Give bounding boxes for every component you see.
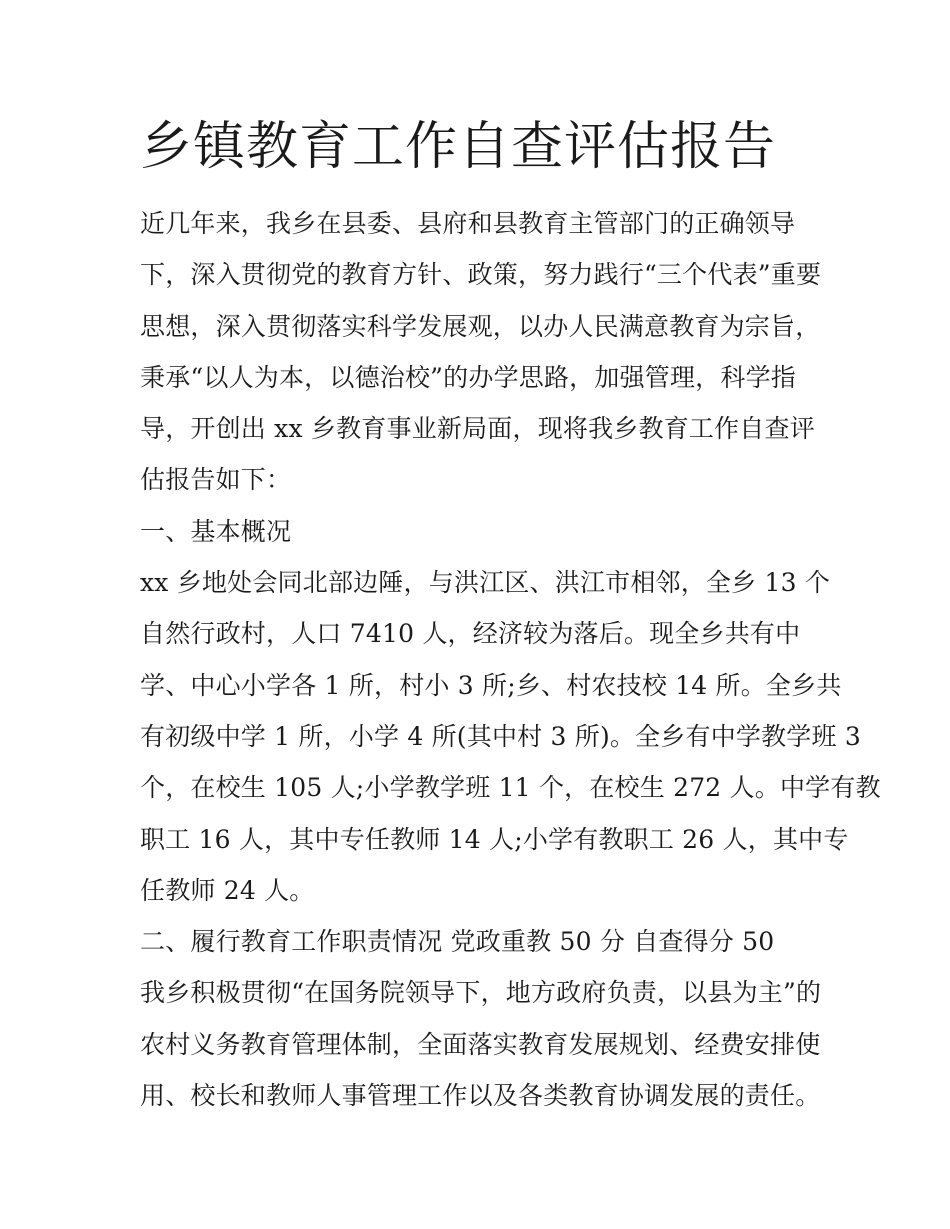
body-line-11: 有初级中学 1 所，小学 4 所(其中村 3 所)。全乡有中学教学班 3 — [140, 721, 861, 751]
body-line-14: 任教师 24 人。 — [140, 875, 315, 905]
body-line-5: 导，开创出 xx 乡教育事业新局面，现将我乡教育工作自查评 — [140, 414, 815, 444]
document-title: 乡镇教育工作自查评估报告 — [140, 117, 777, 177]
section-heading-duties: 二、履行教育工作职责情况 党政重教 50 分 自查得分 50 — [140, 927, 775, 957]
body-line-9: 自然行政村，人口 7410 人，经济较为落后。现全乡共有中 — [140, 619, 801, 649]
body-line-2: 下，深入贯彻党的教育方针、政策，努力践行“三个代表”重要 — [140, 260, 822, 290]
body-line-12: 个，在校生 105 人;小学教学班 11 个，在校生 272 人。中学有教 — [140, 773, 881, 803]
body-line-13: 职工 16 人，其中专任教师 14 人;小学有教职工 26 人，其中专 — [140, 824, 849, 854]
body-line-8: xx 乡地处会同北部边陲，与洪江区、洪江市相邻，全乡 13 个 — [140, 568, 831, 598]
body-line-6: 估报告如下： — [140, 465, 292, 495]
body-line-10: 学、中心小学各 1 所，村小 3 所;乡、村农技校 14 所。全乡共 — [140, 670, 842, 700]
section-heading-basic-overview: 一、基本概况 — [140, 516, 292, 546]
document-body — [140, 198, 881, 1121]
body-line-1: 近几年来，我乡在县委、县府和县教育主管部门的正确领导 — [140, 209, 796, 238]
body-line-18: 用、校长和教师人事管理工作以及各类教育协调发展的责任。 — [140, 1081, 821, 1111]
body-line-4: 秉承“以人为本，以德治校”的办学思路，加强管理，科学指 — [140, 362, 796, 392]
body-line-3: 思想，深入贯彻落实科学发展观，以办人民满意教育为宗旨， — [140, 311, 821, 341]
body-line-17: 农村义务教育管理体制，全面落实教育发展规划、经费安排使 — [140, 1029, 821, 1059]
body-line-16: 我乡积极贯彻“在国务院领导下，地方政府负责，以县为主”的 — [140, 978, 822, 1008]
